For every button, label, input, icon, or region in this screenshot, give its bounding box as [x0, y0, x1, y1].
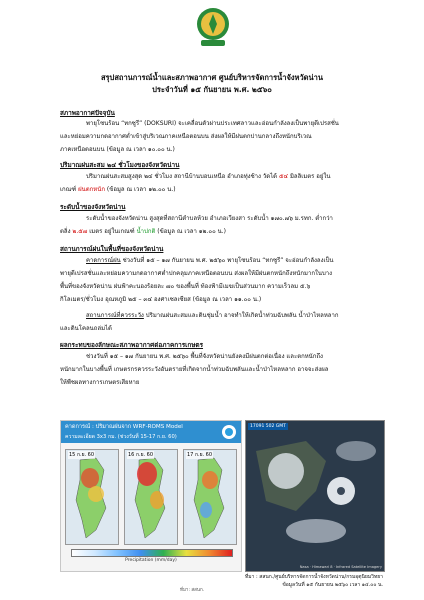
section-rain-forecast: สถานการณ์ฝนในพื้นที่ของจังหวัดน่าน	[60, 245, 164, 253]
weather-line-3: ภาคเหนือตอนบน (ข้อมูล ณ เวลา ๑๐.๐๐ น.)	[60, 146, 175, 153]
rain-value: ๕๔	[278, 173, 289, 180]
forecast-line-3: พื้นที่ของจังหวัดน่าน ฝนฟ้าคะนองร้อยละ ๗๐ ของพื้นที่ ท้องฟ้ามีเมฆเป็นส่วนมาก ความเร็วลม ๕.๖	[60, 283, 311, 290]
report-title: สรุปสถานการณ์น้ำและสภาพอากาศ ศูนย์บริหารจัดการน้ำจังหวัดน่าน	[100, 73, 324, 82]
rain-map-graphic	[125, 450, 177, 544]
rain-map-day-2	[124, 449, 178, 545]
rain-line-2: เกณฑ์ ฝนตกหนัก (ข้อมูล ณ เวลา ๑๒.๐๐ น.)	[60, 186, 176, 193]
source-line-2: ข้อมูลวันที่ ๑๕ กันยายน ๒๕๖๐ เวลา ๑๔.๐๐ น.	[282, 582, 383, 588]
map-date-label: 15 ก.ย. 60	[69, 452, 95, 458]
satellite-credit: Nasa · Himawari 8 · Infrared Satellite Imagery	[299, 565, 382, 569]
weather-line-1: พายุโซนร้อน “ทกซูรี” (DOKSURI) จะเคลื่อนตัวผ่านประเทศลาวและอ่อนกำลังลงเป็นพายุดีเปรสชั่น	[86, 120, 339, 127]
map-date-label: 17 ก.ย. 60	[187, 452, 213, 458]
page-footer-note: ที่มา: สสนก.	[180, 588, 205, 593]
forecast-line-6: และดินโคลนถล่มได้	[60, 325, 112, 332]
rain-forecast-panel	[60, 420, 242, 572]
panel-title: คาดการณ์ : ปริมาณฝนจาก WRF-ROMS Model	[65, 424, 183, 430]
panel-subtitle: ความละเอียด 3x3 กม. (ช่วงวันที่ 15-17 ก.ย. 60)	[65, 434, 177, 440]
rain-map-graphic	[66, 450, 118, 544]
weather-line-2: และหย่อมความกดอากาศต่ำเข้าสู่บริเวณภาคเหนือตอนบน ส่งผลให้มีฝนตกปานกลางถึงหนักบริเวณ	[60, 133, 312, 140]
impact-line-1: ช่วงวันที่ ๑๕ – ๑๗ กันยายน พ.ศ. ๒๕๖๐ พื้นที่จังหวัดน่านยังคงมีฝนตกต่อเนื่อง และตกหนักถึง	[86, 353, 323, 360]
agency-logo-icon	[221, 424, 237, 440]
map-date-label: 16 ก.ย. 60	[128, 452, 154, 458]
rain-map-graphic	[184, 450, 236, 544]
section-water-level: ระดับน้ำของจังหวัดน่าน	[60, 203, 126, 211]
forecast-line-4: กิโลเมตร/ชั่วโมง อุณหภูมิ ๒๕ – ๓๔ องศาเซลเซียส (ข้อมูล ณ เวลา ๑๑.๐๐ น.)	[60, 296, 262, 303]
forecast-line-2: พายุดีเปรสชั่นและหย่อมความกดอากาศต่ำปกคลุมภาคเหนือตอนบน ส่งผลให้มีฝนตกหนักถึงหนักมากในบาง	[60, 270, 333, 277]
emblem-logo	[195, 6, 231, 50]
forecast-line-5: สถานการณ์ที่ควรระวัง ปริมาณฝนสะสมและดินชุ่มน้ำ อาจทำให้เกิดน้ำท่วมฉับพลัน น้ำป่าไหลหลาก	[86, 312, 339, 319]
water-line-1: ระดับน้ำของจังหวัดน่าน สูงสุดที่สถานีตำบลห้วย อำเภอเวียงสา ระดับน้ำ ๑๗๐.๗๖ ม.รทก. ต่ำกว่า	[86, 215, 333, 222]
precipitation-color-scale	[71, 549, 233, 557]
satellite-graphic	[246, 421, 384, 571]
forecast-line-1: คาดการณ์ฝน ช่วงวันที่ ๑๕ – ๑๗ กันยายน พ.ศ. ๒๕๖๐ พายุโซนร้อน “ทกซูรี” จะอ่อนกำลังลงเป็น	[86, 257, 334, 264]
precipitation-scale-label: Precipitation (mm/day)	[125, 558, 177, 563]
section-agri-impact: ผลกระทบของลักษณะสภาพอากาศต่อภาคการเกษตร	[60, 341, 204, 349]
section-rainfall: ปริมาณฝนสะสม ๒๔ ชั่วโมงของจังหวัดน่าน	[60, 161, 180, 169]
section-current-weather: สภาพอากาศปัจจุบัน	[60, 109, 115, 117]
report-date: ประจำวันที่ ๑๕ กันยายน พ.ศ. ๒๕๖๐	[152, 85, 272, 94]
water-status: น้ำปกติ	[136, 228, 156, 235]
water-value: ๒.๕๗	[72, 228, 88, 235]
panel-header	[61, 421, 241, 443]
source-line-1: ที่มา : สสนก./ศูนย์บริหารจัดการน้ำจังหวัดน่าน/กรมอุตุนิยมวิทยา	[245, 574, 383, 580]
rain-map-day-3	[183, 449, 237, 545]
rain-status: ฝนตกหนัก	[78, 186, 105, 193]
rain-map-day-1	[65, 449, 119, 545]
satellite-timestamp: 17091 502 GMT	[250, 424, 286, 429]
impact-line-3: ให้พืชผลทางการเกษตรเสียหาย	[60, 379, 140, 386]
water-line-2: ตลิ่ง ๒.๕๗ เมตร อยู่ในเกณฑ์ น้ำปกติ (ข้อมูล ณ เวลา ๑๒.๐๐ น.)	[60, 228, 226, 235]
impact-line-2: หนักมากในบางพื้นที่ เกษตรกรควรระวังอันตรายที่เกิดจากน้ำท่วมฉับพลันและน้ำป่าไหลหลาก อาจจะส่งผล	[60, 366, 329, 373]
rain-line-1: ปริมาณฝนสะสมสูงสุด ๒๔ ชั่วโมง สถานีบ้านบอนเหนือ อำเภอทุ่งช้าง วัดได้ ๕๔ มิลลิเมตร อยู่ใน	[86, 173, 331, 180]
satellite-image	[245, 420, 385, 572]
